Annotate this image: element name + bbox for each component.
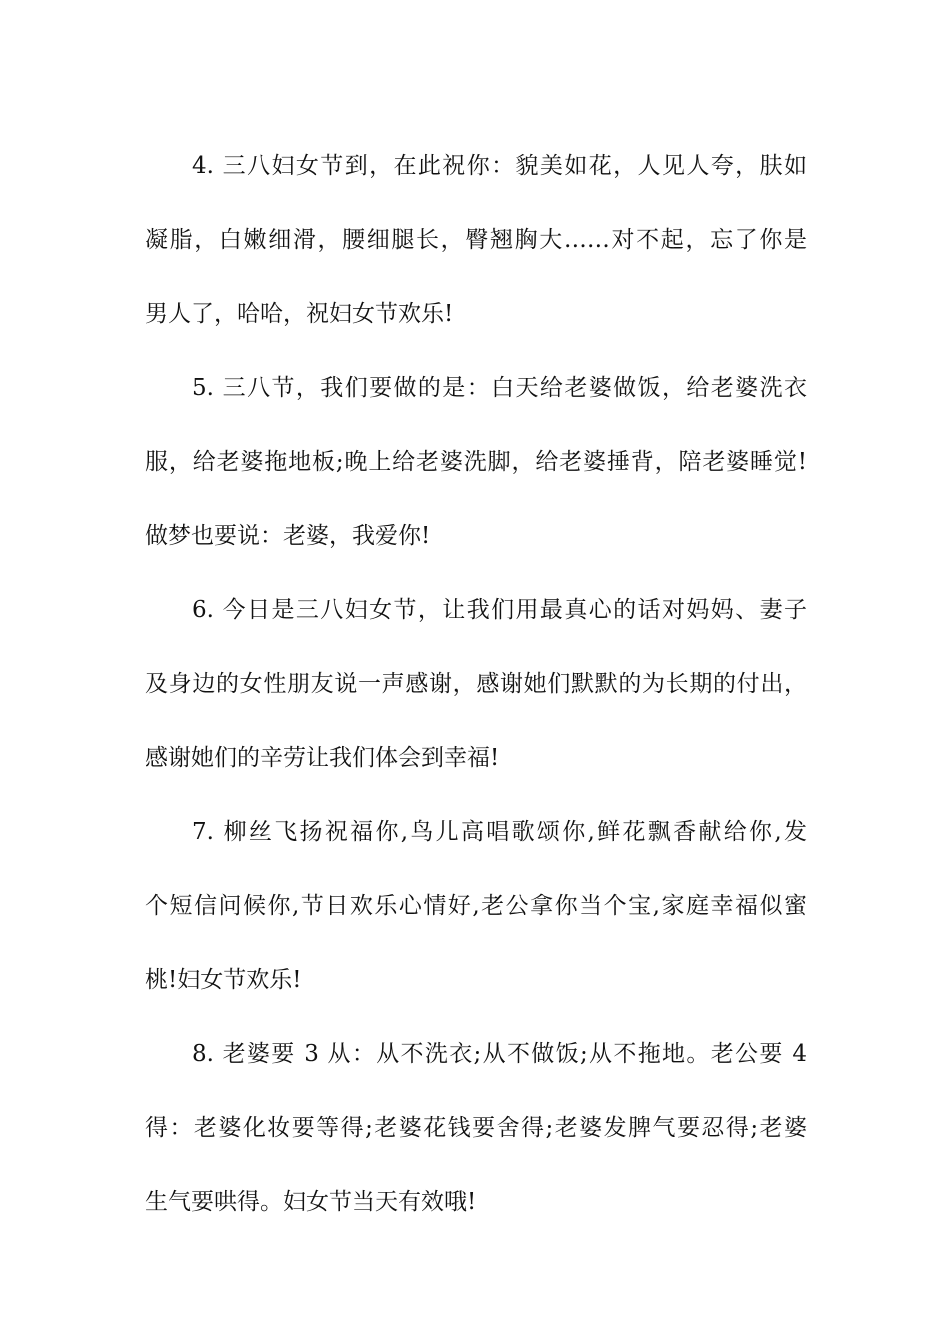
paragraph-5 [145,351,807,573]
document-body [145,129,807,1239]
paragraph-line: 个短信问候你,节日欢乐心情好,老公拿你当个宝,家庭幸福似蜜 [145,893,807,919]
paragraph-line: 生气要哄得。妇女节当天有效哦! [145,1189,477,1215]
paragraph-line: 凝脂，白嫩细滑，腰细腿长，臀翘胸大……对不起，忘了你是 [145,227,807,253]
paragraph-line: 4. 三八妇女节到，在此祝你：貌美如花，人见人夸，肤如 [192,153,807,179]
paragraph-line: 5. 三八节，我们要做的是：白天给老婆做饭，给老婆洗衣 [192,375,807,401]
paragraph-line: 得：老婆化妆要等得;老婆花钱要舍得;老婆发脾气要忍得;老婆 [145,1115,807,1141]
paragraph-4 [145,129,807,351]
paragraph-line: 做梦也要说：老婆，我爱你! [145,523,431,549]
paragraph-line: 感谢她们的辛劳让我们体会到幸福! [145,745,500,771]
paragraph-line: 男人了，哈哈，祝妇女节欢乐! [145,301,454,327]
paragraph-line: 及身边的女性朋友说一声感谢，感谢她们默默的为长期的付出， [145,671,807,697]
paragraph-line: 8. 老婆要 3 从：从不洗衣;从不做饭;从不拖地。老公要 4 [192,1041,807,1067]
paragraph-7 [145,795,807,1017]
paragraph-line: 7. 柳丝飞扬祝福你,鸟儿高唱歌颂你,鲜花飘香献给你,发 [192,819,807,845]
paragraph-6 [145,573,807,795]
paragraph-line: 服，给老婆拖地板;晚上给老婆洗脚，给老婆捶背，陪老婆睡觉! [145,449,807,475]
paragraph-line: 桃!妇女节欢乐! [145,967,302,993]
paragraph-8 [145,1017,807,1239]
paragraph-line: 6. 今日是三八妇女节，让我们用最真心的话对妈妈、妻子 [192,597,807,623]
